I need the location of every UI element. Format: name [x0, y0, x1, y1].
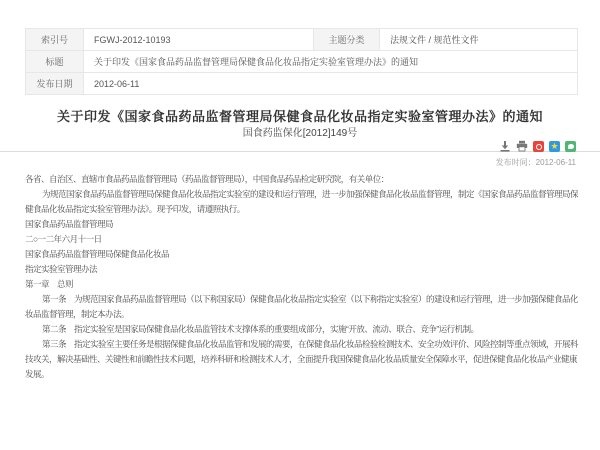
chapter-heading: 第一章 总则 [25, 279, 74, 289]
document-number: 国食药监保化[2012]149号 [242, 128, 358, 139]
salutation-line: 各省、自治区、直辖市食品药品监督管理局（药品监督管理局），中国食品药品检定研究院，有关单位： [25, 174, 389, 184]
attached-doc-title-line2: 指定实验室管理办法 [25, 264, 98, 274]
signature-date: 二○一二年六月十一日 [25, 234, 102, 244]
table-row [26, 51, 578, 73]
table-row [26, 29, 578, 51]
notice-paragraph: 为规范国家食品药品监督管理局保健食品化妆品指定实验室的建设和运行管理，进一步加强保健食品化妆品监督管理，制定《国家食品药品监督管理局保健食品化妆品指定实验室管理办法》。现予印发，请遵照执行。 [25, 189, 579, 214]
toolbar [499, 138, 576, 152]
signature-agency: 国家食品药品监督管理局 [25, 219, 114, 229]
publish-time [496, 157, 576, 168]
meta-value-category: 法规文件 / 规范性文件 [380, 29, 578, 51]
share-qzone-icon[interactable] [549, 141, 560, 152]
download-icon[interactable] [499, 140, 511, 152]
share-wechat-icon[interactable] [565, 141, 576, 152]
meta-label-date: 发布日期 [26, 73, 84, 95]
publish-time-label: 发布时间： [495, 158, 536, 167]
publish-time-value: 2012-06-11 [535, 158, 576, 167]
meta-value-date: 2012-06-11 [84, 73, 578, 95]
share-weibo-icon[interactable] [533, 141, 544, 152]
document-body [25, 172, 578, 382]
article-1: 第一条 为规范国家食品药品监督管理局（以下称国家局）保健食品化妆品指定实验室（以下称指定实验室）的建设和运行管理，进一步加强保健食品化妆品监督管理，制定本办法。 [25, 294, 579, 319]
article-3: 第三条 指定实验室主要任务是根据保健食品化妆品监管和发展的需要，在保健食品化妆品检验检测技术、安全功效评价、风险控制等重点领域，开展科技攻关，解决基础性、关键性和前瞻性技术问题，培养科研和检测技术人才，全面提升我国保健食品化妆品质量安全保障水平，促进保健食品化妆品产业健康发展。 [25, 339, 579, 379]
meta-value-title: 关于印发《国家食品药品监督管理局保健食品化妆品指定实验室管理办法》的通知 [84, 51, 578, 73]
print-icon[interactable] [516, 140, 528, 152]
meta-label-category: 主题分类 [314, 29, 380, 51]
meta-label-title: 标题 [26, 51, 84, 73]
table-row [26, 73, 578, 95]
article-2: 第二条 指定实验室是国家局保健食品化妆品监管技术支撑体系的重要组成部分，实施“开放、流动、联合、竞争”运行机制。 [42, 324, 479, 334]
page-title: 关于印发《国家食品药品监督管理局保健食品化妆品指定实验室管理办法》的通知 [56, 108, 543, 124]
metadata-table [25, 28, 578, 95]
meta-label-index: 索引号 [26, 29, 84, 51]
meta-value-index: FGWJ-2012-10193 [84, 29, 314, 51]
attached-doc-title-line1: 国家食品药品监督管理局保健食品化妆品 [25, 249, 170, 259]
